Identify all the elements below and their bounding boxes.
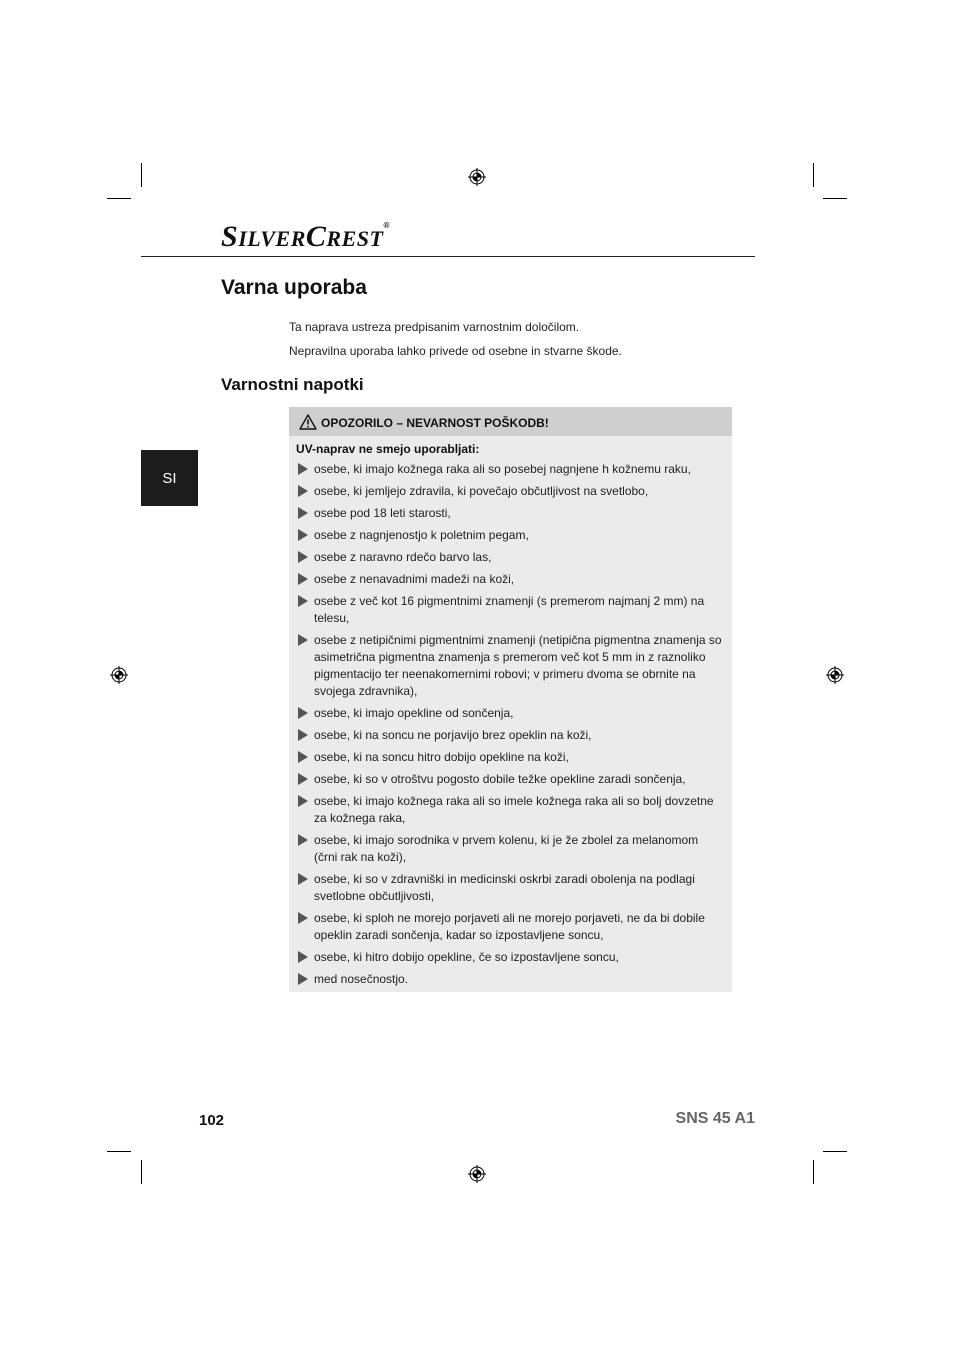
list-item bbox=[296, 483, 724, 500]
list-item bbox=[296, 910, 724, 944]
list-item bbox=[296, 705, 724, 722]
bullet-arrow-icon bbox=[298, 834, 308, 846]
list-item-text: osebe, ki imajo kožnega raka ali so posebej nagnjene h kožnemu raku, bbox=[314, 462, 691, 476]
registration-mark-icon bbox=[110, 666, 128, 684]
list-item-text: osebe z netipičnimi pigmentnimi znamenji (netipična pigmentna znamenja so asimetrična pigmentna znamenja s premerom več kot 5 mm in z raznoliko pigmentacijo ter neenakomernimi robovi; v primeru dvoma se obrnite na svojega zdravnika), bbox=[314, 633, 722, 698]
bullet-arrow-icon bbox=[298, 751, 308, 763]
list-item-text: osebe z nagnjenostjo k poletnim pegam, bbox=[314, 528, 529, 542]
intro-line: Ta naprava ustreza predpisanim varnostnim določilom. bbox=[289, 320, 580, 334]
crop-mark bbox=[107, 1151, 131, 1152]
section-title: Varnostni napotki bbox=[221, 375, 364, 394]
bullet-arrow-icon bbox=[298, 573, 308, 585]
warning-list bbox=[296, 461, 724, 993]
header-rule bbox=[141, 256, 755, 257]
list-item-text: osebe, ki imajo sorodnika v prvem kolenu, ki je že zbolel za melanomom (črni rak na koži), bbox=[314, 833, 699, 864]
list-item-text: osebe, ki sploh ne morejo porjaveti ali ne morejo porjaveti, ne da bi dobile opeklin zaradi sončenja, kadar so izpostavljene soncu, bbox=[314, 911, 705, 942]
crop-mark bbox=[823, 1151, 847, 1152]
language-tab bbox=[141, 450, 198, 506]
list-item bbox=[296, 749, 724, 766]
list-item bbox=[296, 527, 724, 544]
list-item bbox=[296, 871, 724, 905]
registration-mark-icon bbox=[468, 168, 486, 186]
list-item bbox=[296, 593, 724, 627]
list-item-text: osebe, ki na soncu hitro dobijo opekline na koži, bbox=[314, 750, 569, 764]
warning-header bbox=[289, 407, 732, 436]
list-item-text: osebe z več kot 16 pigmentnimi znamenji (s premerom najmanj 2 mm) na telesu, bbox=[314, 594, 705, 625]
list-item-text: osebe, ki so v zdravniški in medicinski oskrbi zaradi obolenja na podlagi svetlobne občutljivosti, bbox=[314, 872, 695, 903]
bullet-arrow-icon bbox=[298, 463, 308, 475]
list-item bbox=[296, 505, 724, 522]
list-item bbox=[296, 832, 724, 866]
language-tab-label: SI bbox=[162, 469, 177, 487]
crop-mark bbox=[141, 163, 142, 187]
list-item bbox=[296, 971, 724, 988]
warning-subtitle: UV-naprav ne smejo uporabljati: bbox=[296, 442, 480, 456]
bullet-arrow-icon bbox=[298, 529, 308, 541]
bullet-arrow-icon bbox=[298, 951, 308, 963]
registration-mark-icon bbox=[468, 1165, 486, 1183]
crop-mark bbox=[813, 1160, 814, 1184]
warning-title: OPOZORILO – NEVARNOST POŠKODB! bbox=[321, 416, 549, 430]
list-item-text: osebe z nenavadnimi madeži na koži, bbox=[314, 572, 515, 586]
list-item bbox=[296, 793, 724, 827]
bullet-arrow-icon bbox=[298, 634, 308, 646]
registration-mark-icon bbox=[826, 666, 844, 684]
bullet-arrow-icon bbox=[298, 729, 308, 741]
warning-triangle-icon bbox=[299, 414, 317, 430]
bullet-arrow-icon bbox=[298, 973, 308, 985]
list-item-text: osebe, ki hitro dobijo opekline, če so izpostavljene soncu, bbox=[314, 950, 619, 964]
crop-mark bbox=[107, 198, 131, 199]
bullet-arrow-icon bbox=[298, 707, 308, 719]
crop-mark bbox=[823, 198, 847, 199]
bullet-arrow-icon bbox=[298, 551, 308, 563]
bullet-arrow-icon bbox=[298, 507, 308, 519]
list-item bbox=[296, 632, 724, 700]
list-item-text: osebe pod 18 leti starosti, bbox=[314, 506, 451, 520]
model-number: SNS 45 A1 bbox=[675, 1110, 755, 1127]
list-item bbox=[296, 727, 724, 744]
list-item-text: med nosečnostjo. bbox=[314, 972, 409, 986]
list-item bbox=[296, 461, 724, 478]
bullet-arrow-icon bbox=[298, 485, 308, 497]
crop-mark bbox=[141, 1160, 142, 1184]
list-item-text: osebe z naravno rdečo barvo las, bbox=[314, 550, 492, 564]
list-item bbox=[296, 771, 724, 788]
list-item bbox=[296, 549, 724, 566]
list-item-text: osebe, ki so v otroštvu pogosto dobile težke opekline zaradi sončenja, bbox=[314, 772, 686, 786]
bullet-arrow-icon bbox=[298, 595, 308, 607]
bullet-arrow-icon bbox=[298, 912, 308, 924]
crop-mark bbox=[813, 163, 814, 187]
page-number: 102 bbox=[199, 1112, 225, 1129]
bullet-arrow-icon bbox=[298, 773, 308, 785]
list-item-text: osebe, ki na soncu ne porjavijo brez opeklin na koži, bbox=[314, 728, 592, 742]
list-item-text: osebe, ki imajo kožnega raka ali so imele kožnega raka ali so bolj dovzetne za kožnega raka, bbox=[314, 794, 714, 825]
list-item-text: osebe, ki jemljejo zdravila, ki povečajo občutljivost na svetlobo, bbox=[314, 484, 649, 498]
list-item bbox=[296, 949, 724, 966]
bullet-arrow-icon bbox=[298, 795, 308, 807]
list-item-text: osebe, ki imajo opekline od sončenja, bbox=[314, 706, 514, 720]
page-title: Varna uporaba bbox=[221, 276, 367, 299]
warning-box bbox=[289, 407, 732, 992]
intro-line: Nepravilna uporaba lahko privede od osebne in stvarne škode. bbox=[289, 344, 622, 358]
list-item bbox=[296, 571, 724, 588]
brand-logo: SILVERCREST® bbox=[221, 220, 390, 253]
bullet-arrow-icon bbox=[298, 873, 308, 885]
